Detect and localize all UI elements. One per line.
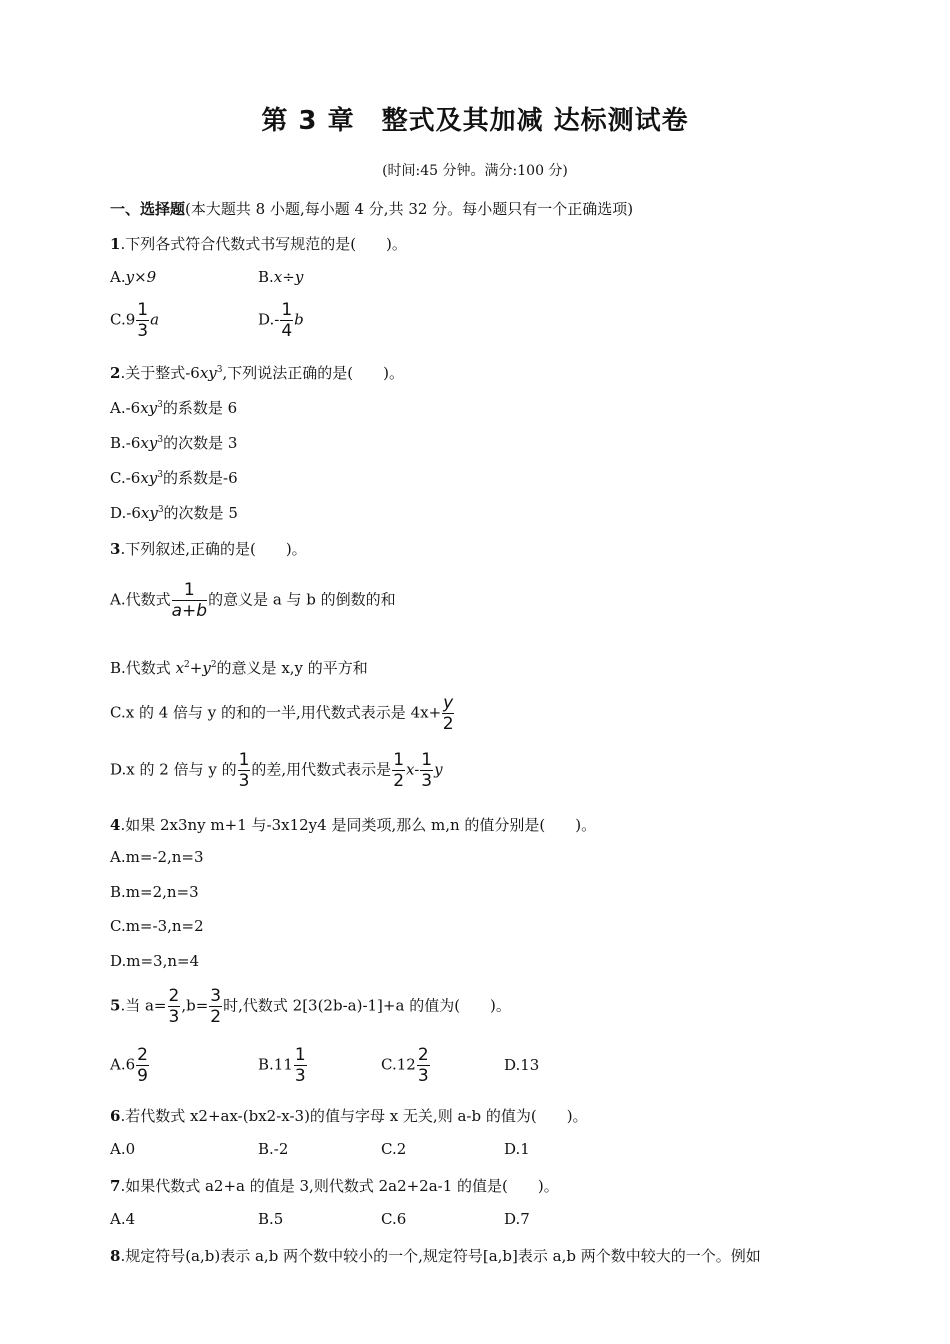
option-label: A.6 xyxy=(110,1055,136,1074)
denominator: 2 xyxy=(442,714,454,734)
question-number: 7 xyxy=(110,1177,121,1195)
numerator: 2 xyxy=(137,1045,148,1065)
option-c: C.m=-3,n=2 xyxy=(110,917,204,935)
exam-info: (时间:45 分钟。满分:100 分) xyxy=(382,163,568,179)
option-label: C.-6 xyxy=(110,469,141,487)
denominator: 3 xyxy=(137,321,149,341)
option-a xyxy=(110,580,396,621)
variable: +y xyxy=(189,659,211,677)
fraction xyxy=(172,580,207,621)
question-stem: .关于整式-6 xyxy=(120,364,200,382)
numerator: 1 xyxy=(421,750,433,770)
variable: xy xyxy=(199,364,217,382)
denominator: 3 xyxy=(294,1066,306,1086)
question-stem: .如果 2x3ny m+1 与-3x12y4 是同类项,那么 m,n 的值分别是( )。 xyxy=(120,816,597,834)
question-stem: .当 a= xyxy=(120,996,167,1015)
numerator: 1 xyxy=(281,300,293,320)
variable: a xyxy=(150,310,160,329)
option-label: C.12 xyxy=(381,1055,416,1074)
option-a xyxy=(110,268,156,286)
option-a: A.m=-2,n=3 xyxy=(110,848,204,866)
option-text: 的系数是-6 xyxy=(163,469,238,487)
fraction xyxy=(136,1045,149,1086)
exponent: 3 xyxy=(157,400,163,410)
numerator: 1 xyxy=(137,300,149,320)
question-stem: .下列各式符合代数式书写规范的是( )。 xyxy=(120,235,407,253)
question-number: 5 xyxy=(110,996,121,1015)
denominator: 3 xyxy=(168,1007,180,1027)
question-number: 4 xyxy=(110,816,121,834)
option-c xyxy=(381,1045,431,1086)
question-stem-end: 时,代数式 2[3(2b-a)-1]+a 的值为( )。 xyxy=(223,996,511,1015)
numerator: 1 xyxy=(393,750,405,770)
option-a xyxy=(110,1045,150,1086)
numerator: 1 xyxy=(238,750,250,770)
question-7 xyxy=(110,1175,559,1196)
option-a: A.0 xyxy=(110,1140,136,1158)
section-heading xyxy=(110,198,633,219)
question-3 xyxy=(110,538,307,559)
exponent: 3 xyxy=(157,470,163,480)
variable: xy xyxy=(140,469,158,487)
fraction xyxy=(168,986,181,1027)
option-label: B.代数式 xyxy=(110,659,176,677)
option-d xyxy=(110,750,443,791)
denominator: 2 xyxy=(393,771,405,791)
option-c xyxy=(110,300,159,341)
option-b xyxy=(258,268,303,286)
numerator: 2 xyxy=(417,1045,429,1065)
option-label: B.-6 xyxy=(110,434,141,452)
question-stem: .如果代数式 a2+a 的值是 3,则代数式 2a2+2a-1 的值是( )。 xyxy=(120,1177,559,1195)
option-label: A. xyxy=(110,268,126,286)
numerator: 1 xyxy=(172,580,207,601)
exponent: 3 xyxy=(157,505,164,515)
question-number: 2 xyxy=(110,364,121,382)
variable: x- xyxy=(406,760,420,779)
exponent: 2 xyxy=(184,660,190,670)
option-d: D.7 xyxy=(504,1210,530,1228)
exponent: 2 xyxy=(210,660,217,670)
numerator: 2 xyxy=(168,986,180,1006)
option-expr: y×9 xyxy=(125,268,157,286)
numerator: y xyxy=(443,693,454,713)
fraction xyxy=(392,750,405,791)
question-number: 6 xyxy=(110,1107,121,1125)
question-stem: ,b= xyxy=(181,996,209,1015)
option-label: B. xyxy=(258,268,274,286)
question-number: 1 xyxy=(110,235,121,253)
numerator: 3 xyxy=(210,986,222,1006)
section-note: (本大题共 8 小题,每小题 4 分,共 32 分。每小题只有一个正确选项) xyxy=(185,200,634,218)
option-c xyxy=(110,693,455,734)
page-title: 第 3 章 整式及其加减 达标测试卷 xyxy=(261,106,689,136)
fraction xyxy=(136,300,149,341)
fraction xyxy=(420,750,433,791)
question-number: 8 xyxy=(110,1247,121,1265)
option-b: B.-2 xyxy=(258,1140,289,1158)
fraction xyxy=(294,1045,307,1086)
question-8 xyxy=(110,1245,761,1266)
option-b: B.m=2,n=3 xyxy=(110,883,199,901)
option-text: 的次数是 5 xyxy=(163,504,238,522)
fraction xyxy=(209,986,222,1027)
option-label: B.11 xyxy=(258,1055,293,1074)
fraction xyxy=(280,300,293,341)
option-b xyxy=(110,432,237,453)
question-stem-end: ,下列说法正确的是( )。 xyxy=(222,364,404,382)
exponent: 3 xyxy=(216,365,223,375)
denominator: a+b xyxy=(171,601,208,621)
denominator: 2 xyxy=(210,1007,222,1027)
option-text: 的次数是 3 xyxy=(163,434,238,452)
denominator: 3 xyxy=(421,771,433,791)
option-a xyxy=(110,397,237,418)
variable: xy xyxy=(140,504,158,522)
option-label: A.代数式 xyxy=(110,590,171,609)
option-c xyxy=(110,467,238,488)
variable: b xyxy=(294,310,304,329)
option-label: C.9 xyxy=(110,310,136,329)
option-c: C.2 xyxy=(381,1140,407,1158)
question-stem: .若代数式 x2+ax-(bx2-x-3)的值与字母 x 无关,则 a-b 的值为( )。 xyxy=(120,1107,588,1125)
option-label: A.-6 xyxy=(110,399,141,417)
option-c: C.6 xyxy=(381,1210,407,1228)
question-6 xyxy=(110,1105,588,1126)
option-text: 的差,用代数式表示是 xyxy=(251,760,392,779)
question-2 xyxy=(110,362,404,383)
question-stem: .规定符号(a,b)表示 a,b 两个数中较小的一个,规定符号[a,b]表示 a,b 两个数中较大的一个。例如 xyxy=(120,1247,761,1265)
numerator: 1 xyxy=(294,1045,306,1065)
option-text: 的意义是 a 与 b 的倒数的和 xyxy=(208,590,396,609)
fraction xyxy=(442,693,454,734)
denominator: 4 xyxy=(281,321,293,341)
option-label: D.- xyxy=(258,310,280,329)
denominator: 9 xyxy=(137,1066,148,1086)
option-a: A.4 xyxy=(110,1210,136,1228)
option-d: D.m=3,n=4 xyxy=(110,952,200,970)
question-1 xyxy=(110,233,407,254)
option-d xyxy=(110,502,238,523)
variable: xy xyxy=(140,434,158,452)
option-d xyxy=(258,300,304,341)
exponent: 3 xyxy=(157,435,164,445)
option-b: B.5 xyxy=(258,1210,284,1228)
option-text: 的系数是 6 xyxy=(162,399,238,417)
variable: x xyxy=(175,659,185,677)
question-4 xyxy=(110,814,596,835)
option-expr: x÷y xyxy=(273,268,304,286)
option-text: C.x 的 4 倍与 y 的和的一半,用代数式表示是 4x+ xyxy=(110,703,442,722)
section-title: 一、选择题 xyxy=(110,200,186,218)
variable: xy xyxy=(140,399,158,417)
question-number: 3 xyxy=(110,540,121,558)
option-d: D.1 xyxy=(504,1140,530,1158)
fraction xyxy=(417,1045,430,1086)
option-label: D.x 的 2 倍与 y 的 xyxy=(110,760,237,779)
option-label: D.-6 xyxy=(110,504,141,522)
denominator: 3 xyxy=(238,771,250,791)
fraction xyxy=(238,750,251,791)
question-5 xyxy=(110,986,511,1027)
variable: y xyxy=(434,760,443,779)
option-text: 的意义是 x,y 的平方和 xyxy=(216,659,368,677)
option-d: D.13 xyxy=(504,1056,540,1074)
denominator: 3 xyxy=(417,1066,429,1086)
question-stem: .下列叙述,正确的是( )。 xyxy=(120,540,307,558)
option-b xyxy=(258,1045,308,1086)
option-b xyxy=(110,657,368,678)
